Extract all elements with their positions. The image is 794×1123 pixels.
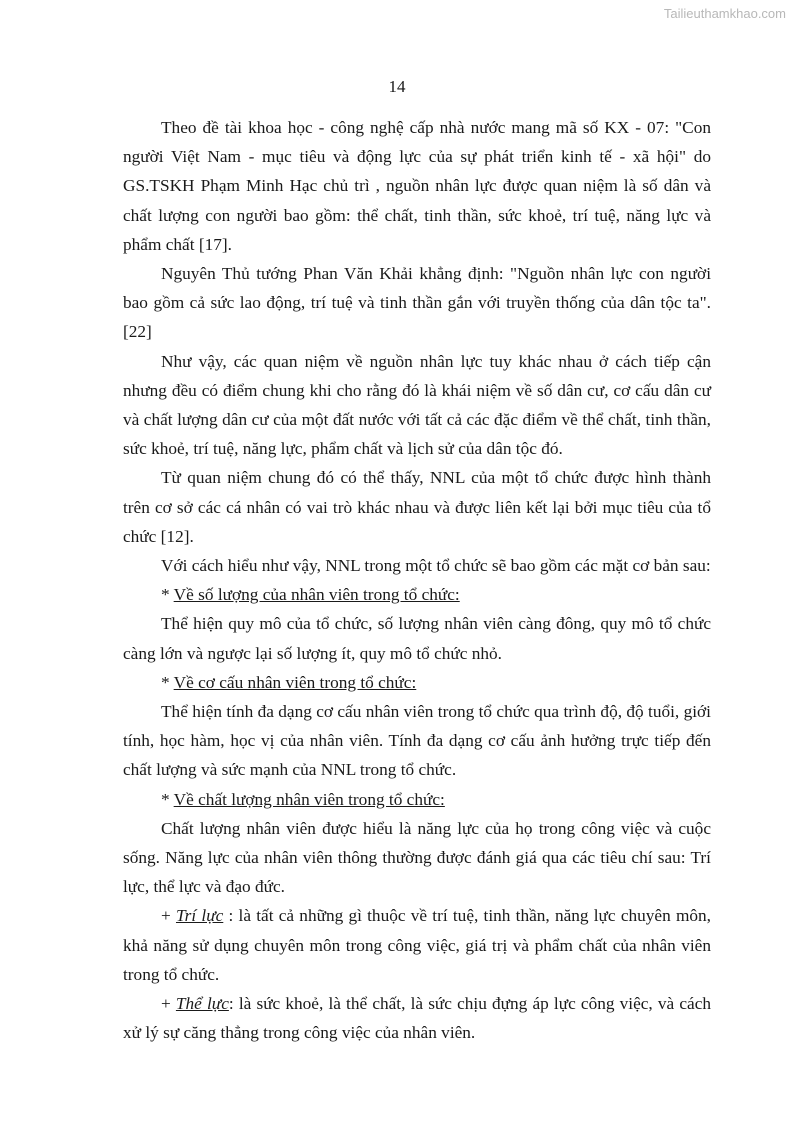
paragraph: Theo đề tài khoa học - công nghệ cấp nhà nước mang mã số KX - 07: "Con người Việt Nam - mục tiêu và động lực của sự phát triển kinh tế - xã hội" do GS.TSKH Phạm Minh Hạc chủ trì , nguồn nhân lực được quan niệm là số dân và chất lượng con người bao gồm: thể chất, tinh thần, sức khoẻ, trí tuệ, năng lực và phẩm chất [17]. bbox=[123, 118, 711, 254]
bullet-text: : là tất cả những gì thuộc về trí tuệ, tinh thần, năng lực chuyên môn, khả năng sử dụng chuyên môn trong công việc, giá trị và phẩm chất của nhân viên trong tổ chức. bbox=[123, 906, 711, 984]
section-heading-quality bbox=[123, 785, 711, 814]
section-heading-structure bbox=[123, 668, 711, 697]
bullet-text: : là sức khoẻ, là thể chất, là sức chịu đựng áp lực công việc, và cách xử lý sự căng thẳng trong công việc của nhân viên. bbox=[123, 994, 712, 1043]
bullet-marker: + bbox=[161, 906, 176, 926]
heading-text: Về số lượng của nhân viên trong tổ chức: bbox=[173, 585, 460, 605]
heading-bullet: * bbox=[161, 789, 174, 809]
bullet-marker: + bbox=[161, 994, 176, 1014]
bullet-term: Thể lực bbox=[175, 994, 229, 1014]
heading-text: Về chất lượng nhân viên trong tổ chức: bbox=[173, 789, 445, 809]
heading-bullet: * bbox=[161, 585, 174, 605]
paragraph: Thể hiện tính đa dạng cơ cấu nhân viên trong tổ chức qua trình độ, độ tuổi, giới tính, học hàm, học vị của nhân viên. Tính đa dạng cơ cấu ảnh hưởng trực tiếp đến chất lượng và sức mạnh của NNL trong tổ chức. bbox=[123, 702, 711, 780]
bullet-term: Trí lực bbox=[175, 906, 224, 926]
paragraph: Với cách hiểu như vậy, NNL trong một tổ chức sẽ bao gồm các mặt cơ bản sau: bbox=[161, 556, 711, 576]
paragraph: Từ quan niệm chung đó có thể thấy, NNL của một tổ chức được hình thành trên cơ sở các cá nhân có vai trò khác nhau và được liên kết lại bởi mục tiêu của tổ chức [12]. bbox=[123, 468, 711, 546]
bullet-intellect bbox=[123, 901, 711, 989]
heading-bullet: * bbox=[161, 672, 174, 692]
paragraph: Thể hiện quy mô của tổ chức, số lượng nhân viên càng đông, quy mô tổ chức càng lớn và ngược lại số lượng ít, quy mô tổ chức nhỏ. bbox=[123, 614, 711, 663]
watermark-text: Tailieuthamkhao.com bbox=[663, 6, 786, 21]
section-heading-quantity bbox=[123, 580, 711, 609]
paragraph: Chất lượng nhân viên được hiểu là năng lực của họ trong công việc và cuộc sống. Năng lực của nhân viên thông thường được đánh giá qua các tiêu chí sau: Trí lực, thể lực và đạo đức. bbox=[123, 818, 711, 897]
heading-text: Về cơ cấu nhân viên trong tổ chức: bbox=[173, 672, 417, 692]
paragraph: Nguyên Thủ tướng Phan Văn Khải khẳng định: "Nguồn nhân lực con người bao gồm cả sức lao động, trí tuệ và tinh thần gắn với truyền thống của dân tộc ta". [22] bbox=[123, 264, 711, 342]
paragraph: Như vậy, các quan niệm về nguồn nhân lực tuy khác nhau ở cách tiếp cận nhưng đều có điểm chung khi cho rằng đó là khái niệm về số dân cư, cơ cấu dân cư và chất lượng dân cư của một đất nước với tất cả các đặc điểm về thể chất, tinh thần, sức khoẻ, trí tuệ, năng lực, phẩm chất và lịch sử của dân tộc đó. bbox=[123, 351, 711, 459]
bullet-physical bbox=[123, 989, 711, 1047]
document-body bbox=[123, 113, 711, 1048]
page-number: 14 bbox=[388, 77, 406, 96]
